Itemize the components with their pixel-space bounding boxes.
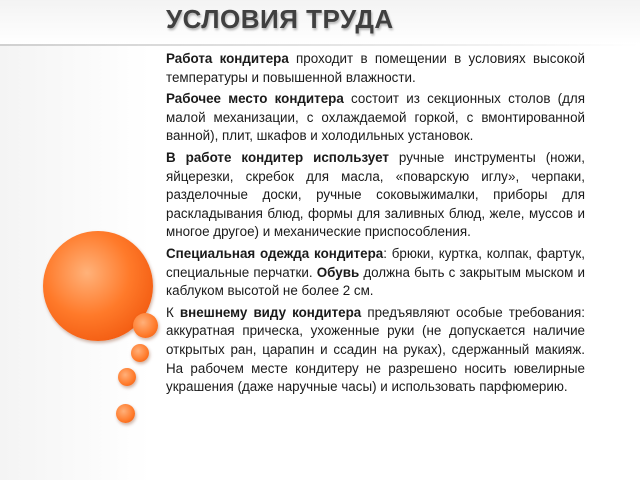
paragraph-text: состоит из секционных столов (для малой механизации, с охлаждаемой горкой, с вмонтированной ванной), плит, шкафов и холодильных установок. (166, 91, 585, 144)
paragraph-text: ручные инструменты (ножи, яйцерезки, скребок для масла, «поварскую иглу», черпаки, разделочные доски, ручные соковыжималки, приборы для раскладывания блюд, формы для заливных блюд, желе, муссов и многое другое) и механические приспособления. (166, 149, 585, 240)
paragraph-work-conditions (166, 50, 585, 87)
small-orange-circle-decor-2 (131, 344, 149, 362)
paragraph-text: : брюки, куртка, колпак, фартук, специальные перчатки. (166, 245, 585, 280)
small-orange-circle-decor-4 (116, 404, 135, 423)
small-orange-circle-decor-3 (118, 368, 136, 386)
paragraph-lead: Специальная одежда кондитера (166, 245, 384, 261)
paragraph-lead-footwear: Обувь (316, 264, 360, 280)
slide-body (166, 50, 585, 400)
paragraph-text: должна быть с закрытым мыском и каблуком высотой не более 2 см. (166, 264, 585, 299)
slide-title: УСЛОВИЯ ТРУДА (166, 4, 394, 34)
paragraph-text: предъявляют особые требования: аккуратная прическа, ухоженные руки (не допускается наличие открытых ран, царапин и ссадин на руках), сдержанный макияж. На рабочем месте кондитеру не разрешено носить ювелирные украшения (даже наручные часы) и использовать парфюмерию. (166, 304, 585, 395)
paragraph-lead: Работа кондитера (166, 51, 289, 66)
paragraph-text: проходит в помещении в условиях высокой температуры и повышенной влажности. (166, 51, 585, 85)
paragraph-workplace (166, 90, 585, 146)
paragraph-tools (166, 149, 585, 242)
small-orange-circle-decor-1 (133, 313, 158, 338)
paragraph-clothing (166, 245, 585, 301)
paragraph-lead: Рабочее место кондитера (166, 91, 344, 107)
paragraph-lead: внешнему виду кондитера (179, 304, 362, 320)
paragraph-text: К (166, 304, 180, 320)
paragraph-appearance (166, 304, 585, 397)
paragraph-lead: В работе кондитер использует (166, 149, 389, 165)
